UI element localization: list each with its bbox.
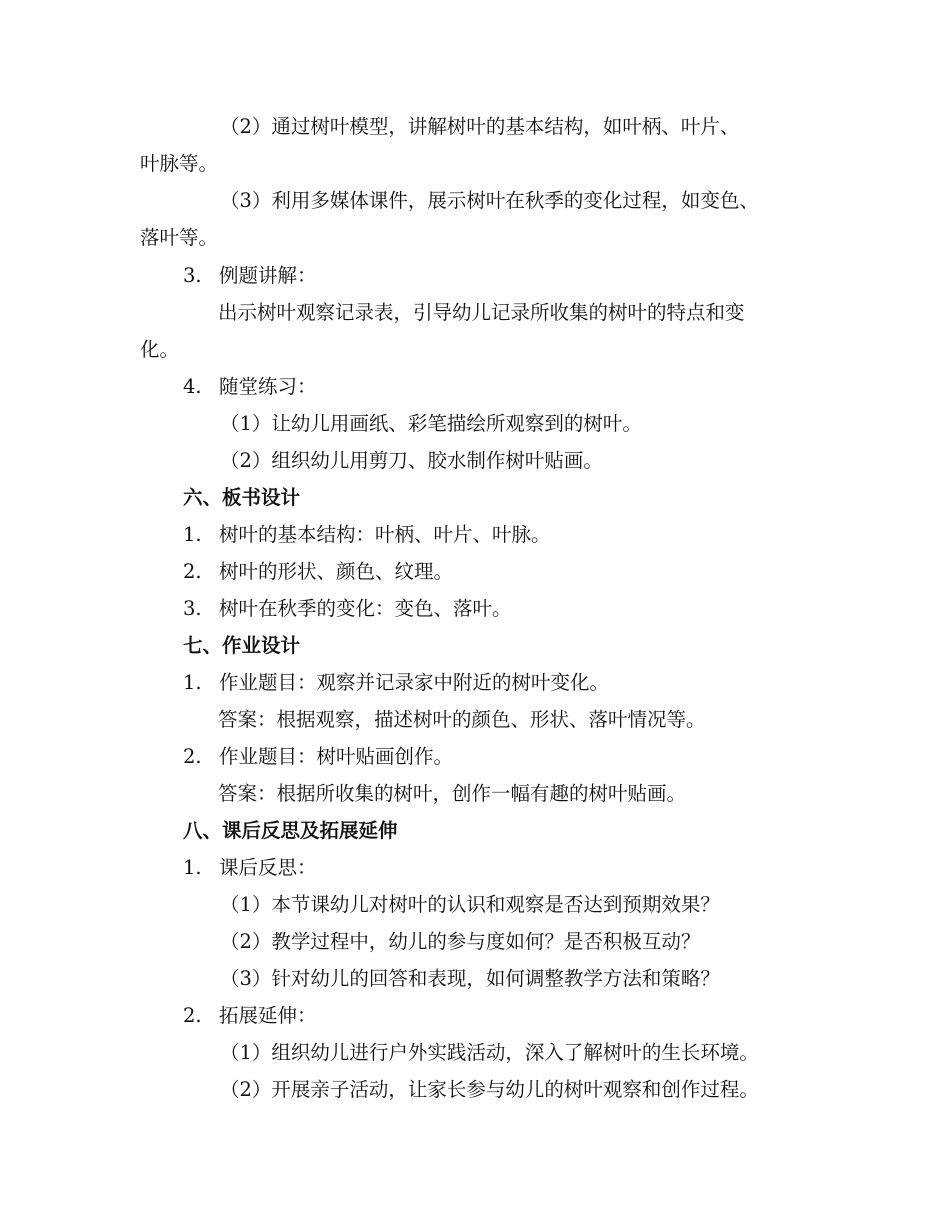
list-number: 1. — [183, 671, 202, 694]
list-item-text: 作业题目：树叶贴画创作。 — [219, 745, 454, 768]
list-number: 1. — [183, 523, 202, 546]
paragraph-line: （2）组织幼儿用剪刀、胶水制作树叶贴画。 — [220, 449, 603, 472]
list-item-text: 拓展延伸： — [219, 1004, 317, 1027]
paragraph-line: （3）利用多媒体课件，展示树叶在秋季的变化过程，如变色、 — [220, 189, 759, 212]
paragraph-line: （1）组织幼儿进行户外实践活动，深入了解树叶的生长环境。 — [220, 1041, 759, 1064]
section-heading: 七、作业设计 — [183, 634, 301, 657]
paragraph-line: 化。 — [140, 338, 180, 361]
list-item — [183, 590, 512, 627]
paragraph-line: 落叶等。 — [140, 226, 219, 249]
paragraph-line: （2）教学过程中，幼儿的参与度如何？是否积极互动？ — [220, 930, 701, 953]
paragraph-line: （3）针对幼儿的回答和表现，如何调整教学方法和策略？ — [220, 967, 720, 990]
list-number: 3. — [183, 264, 202, 287]
paragraph-line: 叶脉等。 — [140, 152, 219, 175]
list-item — [183, 368, 317, 405]
paragraph-line: 出示树叶观察记录表，引导幼儿记录所收集的树叶的特点和变 — [218, 301, 745, 324]
list-number: 2. — [183, 560, 202, 583]
list-number: 2. — [183, 1004, 202, 1027]
list-item-text: 作业题目：观察并记录家中附近的树叶变化。 — [219, 671, 610, 694]
paragraph-line: （1）让幼儿用画纸、彩笔描绘所观察到的树叶。 — [220, 412, 642, 435]
paragraph-line: （2）开展亲子活动，让家长参与幼儿的树叶观察和创作过程。 — [220, 1078, 759, 1101]
list-item — [183, 664, 609, 701]
list-item-text: 树叶的形状、颜色、纹理。 — [219, 560, 454, 583]
list-number: 3. — [183, 597, 202, 620]
list-item-text: 树叶的基本结构：叶柄、叶片、叶脉。 — [219, 523, 551, 546]
list-number: 1. — [183, 856, 202, 879]
list-number: 2. — [183, 745, 202, 768]
section-heading: 六、板书设计 — [183, 486, 301, 509]
paragraph-line: 答案：根据所收集的树叶，创作一幅有趣的树叶贴画。 — [218, 782, 687, 805]
list-item — [183, 738, 453, 775]
list-item-text: 例题讲解： — [219, 264, 317, 287]
list-item — [183, 553, 453, 590]
paragraph-line: 答案：根据观察，描述树叶的颜色、形状、落叶情况等。 — [218, 708, 706, 731]
section-heading: 八、课后反思及拓展延伸 — [183, 819, 398, 842]
list-number: 4. — [183, 375, 202, 398]
list-item — [183, 257, 317, 294]
list-item-text: 树叶在秋季的变化：变色、落叶。 — [219, 597, 512, 620]
list-item — [183, 516, 551, 553]
paragraph-line: （2）通过树叶模型，讲解树叶的基本结构，如叶柄、叶片、 — [220, 115, 740, 138]
list-item — [183, 997, 317, 1034]
list-item-text: 课后反思： — [219, 856, 317, 879]
list-item-text: 随堂练习： — [219, 375, 317, 398]
list-item — [183, 849, 317, 886]
paragraph-line: （1）本节课幼儿对树叶的认识和观察是否达到预期效果？ — [220, 893, 720, 916]
